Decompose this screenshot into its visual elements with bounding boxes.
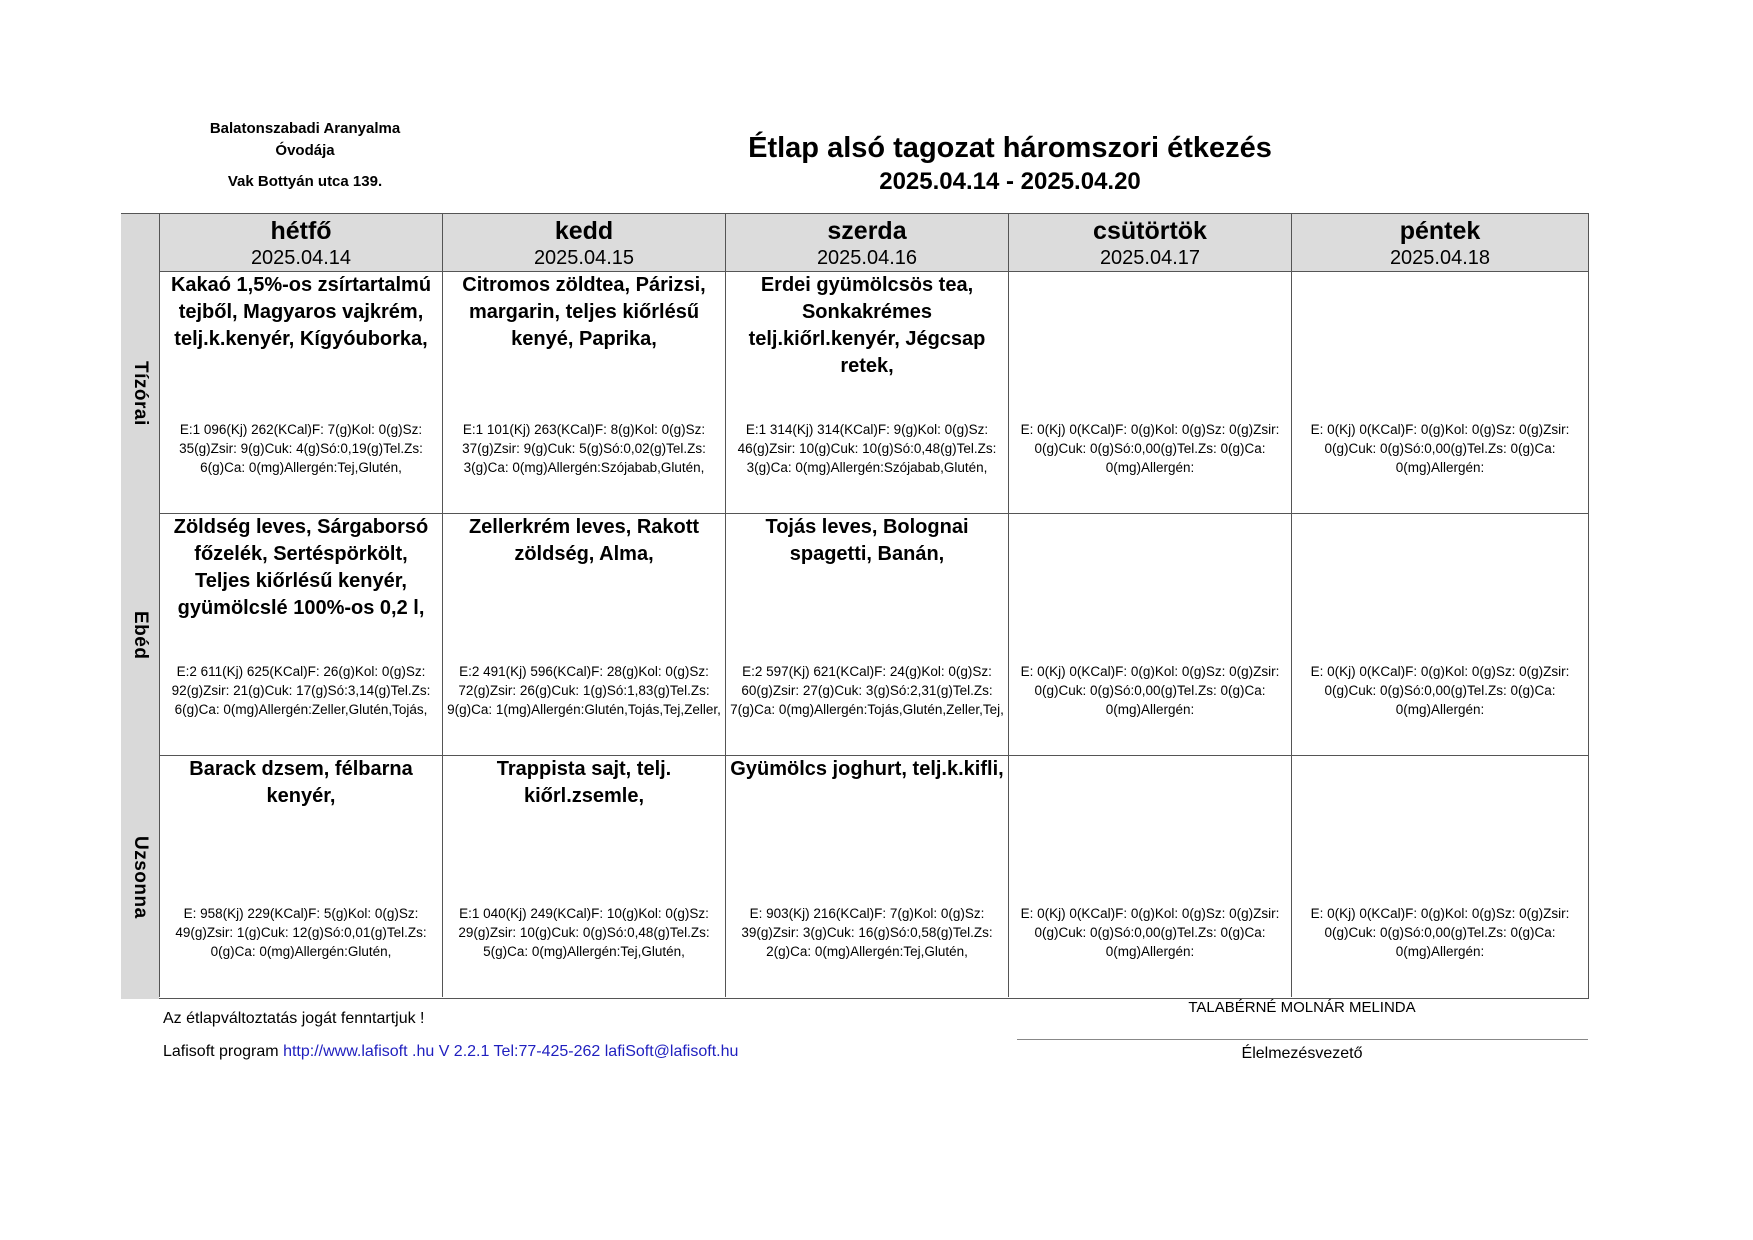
nutrition-text: E: 903(Kj) 216(KCal)F: 7(g)Kol: 0(g)Sz: 39(g)Zsir: 3(g)Cuk: 16(g)Só:0,58(g)Tel.Zs: 2(g)Ca: 0(mg)Allergén:Tej,Glutén,	[741, 906, 993, 959]
day-header	[725, 214, 1008, 272]
dish-text: Citromos zöldtea, Párizsi, margarin, teljes kiőrlésű kenyé, Paprika,	[462, 274, 706, 350]
dish-text: Zöldség leves, Sárgaborsó főzelék, Sertéspörkölt, Teljes kiőrlésű kenyér, gyümölcslé 100%-os 0,2 l,	[173, 516, 429, 619]
meal-label-text: Uzsonna	[130, 835, 151, 919]
menu-cell	[1008, 514, 1291, 756]
dish-text: Kakaó 1,5%-os zsírtartalmú tejből, Magyaros vajkrém, telj.k.kenyér, Kígyóuborka,	[170, 274, 432, 350]
institution-address: Vak Bottyán utca 139.	[227, 173, 383, 190]
dish-text: Tojás leves, Bolognai spagetti, Banán,	[765, 516, 969, 565]
dish-text: Barack dzsem, félbarna kenyér,	[189, 758, 413, 807]
menu-cell	[442, 514, 725, 756]
day-header	[442, 214, 725, 272]
meal-label-text: Ebéd	[130, 610, 151, 660]
menu-cell	[725, 514, 1008, 756]
institution-name	[160, 118, 450, 162]
day-header	[1008, 214, 1291, 272]
nutrition-text: E: 0(Kj) 0(KCal)F: 0(g)Kol: 0(g)Sz: 0(g)Zsir: 0(g)Cuk: 0(g)Só:0,00(g)Tel.Zs: 0(g)Ca: 0(mg)Allergén:	[1310, 422, 1570, 475]
footer-program-prefix: Lafisoft program	[163, 1043, 284, 1060]
nutrition-text: E:1 040(Kj) 249(KCal)F: 10(g)Kol: 0(g)Sz: 29(g)Zsir: 10(g)Cuk: 0(g)Só:0,48(g)Tel.Zs: 5(g)Ca: 0(mg)Allergén:Tej,Glutén,	[458, 906, 710, 959]
dish-text: Gyümölcs joghurt, telj.k.kifli,	[730, 758, 1004, 780]
menu-cell	[1008, 272, 1291, 514]
nutrition-text: E: 0(Kj) 0(KCal)F: 0(g)Kol: 0(g)Sz: 0(g)Zsir: 0(g)Cuk: 0(g)Só:0,00(g)Tel.Zs: 0(g)Ca: 0(mg)Allergén:	[1310, 906, 1570, 959]
nutrition-text: E:2 491(Kj) 596(KCal)F: 28(g)Kol: 0(g)Sz: 72(g)Zsir: 26(g)Cuk: 1(g)Só:1,83(g)Tel.Zs: 9(g)Ca: 1(mg)Allergén:Glutén,Tojás,Tej,Zeller,	[447, 664, 721, 717]
menu-cell	[1291, 514, 1588, 756]
day-name: csütörtök	[1093, 217, 1207, 245]
nutrition-text: E: 958(Kj) 229(KCal)F: 5(g)Kol: 0(g)Sz: 49(g)Zsir: 1(g)Cuk: 12(g)Só:0,01(g)Tel.Zs: 0(g)Ca: 0(mg)Allergén:Glutén,	[175, 906, 427, 959]
day-date: 2025.04.18	[1389, 247, 1491, 269]
dish-text: Erdei gyümölcsös tea, Sonkakrémes telj.kiőrl.kenyér, Jégcsap retek,	[748, 274, 986, 377]
nutrition-text: E:2 597(Kj) 621(KCal)F: 24(g)Kol: 0(g)Sz: 60(g)Zsir: 27(g)Cuk: 3(g)Só:2,31(g)Tel.Zs: 7(g)Ca: 0(mg)Allergén:Tojás,Glutén,Zeller,Tej,	[730, 664, 1004, 717]
dish-text: Zellerkrém leves, Rakott zöldség, Alma,	[468, 516, 700, 565]
menu-cell	[725, 756, 1008, 997]
nutrition-text: E: 0(Kj) 0(KCal)F: 0(g)Kol: 0(g)Sz: 0(g)Zsir: 0(g)Cuk: 0(g)Só:0,00(g)Tel.Zs: 0(g)Ca: 0(mg)Allergén:	[1020, 422, 1280, 475]
day-date: 2025.04.17	[1099, 247, 1201, 269]
day-name: szerda	[827, 217, 907, 245]
day-date: 2025.04.16	[816, 247, 918, 269]
day-name: hétfő	[270, 217, 332, 245]
page-title: Étlap alsó tagozat háromszori étkezés	[748, 132, 1272, 164]
menu-cell	[159, 514, 442, 756]
institution-name-line2: Óvodája	[275, 142, 335, 159]
date-range: 2025.04.14 - 2025.04.20	[879, 168, 1141, 195]
signature-line	[1017, 1039, 1588, 1040]
menu-cell	[1291, 756, 1588, 997]
institution-name-line1: Balatonszabadi Aranyalma	[209, 120, 401, 137]
nutrition-text: E: 0(Kj) 0(KCal)F: 0(g)Kol: 0(g)Sz: 0(g)Zsir: 0(g)Cuk: 0(g)Só:0,00(g)Tel.Zs: 0(g)Ca: 0(mg)Allergén:	[1310, 664, 1570, 717]
nutrition-text: E: 0(Kj) 0(KCal)F: 0(g)Kol: 0(g)Sz: 0(g)Zsir: 0(g)Cuk: 0(g)Só:0,00(g)Tel.Zs: 0(g)Ca: 0(mg)Allergén:	[1020, 664, 1280, 717]
menu-cell	[159, 272, 442, 514]
menu-cell	[159, 756, 442, 997]
footer-program	[163, 1043, 738, 1061]
manager-name: TALABÉRNÉ MOLNÁR MELINDA	[1188, 999, 1416, 1016]
day-date: 2025.04.14	[250, 247, 352, 269]
meal-label-tizorai	[121, 272, 159, 514]
menu-cell	[442, 756, 725, 997]
nutrition-text: E:1 096(Kj) 262(KCal)F: 7(g)Kol: 0(g)Sz: 35(g)Zsir: 9(g)Cuk: 4(g)Só:0,19(g)Tel.Zs: 6(g)Ca: 0(mg)Allergén:Tej,Glutén,	[179, 422, 423, 475]
nutrition-text: E:2 611(Kj) 625(KCal)F: 26(g)Kol: 0(g)Sz: 92(g)Zsir: 21(g)Cuk: 17(g)Só:3,14(g)Tel.Zs: 6(g)Ca: 0(mg)Allergén:Zeller,Glutén,Tojás,	[171, 664, 431, 717]
meal-label-uzsonna	[121, 756, 159, 998]
day-name: péntek	[1399, 217, 1481, 245]
menu-table	[121, 213, 1589, 999]
menu-cell	[1008, 756, 1291, 997]
day-header	[1291, 214, 1588, 272]
dish-text: Trappista sajt, telj. kiőrl.zsemle,	[496, 758, 672, 807]
day-name: kedd	[554, 217, 614, 245]
menu-cell	[725, 272, 1008, 514]
menu-cell	[442, 272, 725, 514]
footer-note: Az étlapváltoztatás jogát fenntartjuk !	[163, 1010, 425, 1027]
nutrition-text: E:1 314(Kj) 314(KCal)F: 9(g)Kol: 0(g)Sz: 46(g)Zsir: 10(g)Cuk: 10(g)Só:0,48(g)Tel.Zs: 3(g)Ca: 0(mg)Allergén:Szójabab,Glutén,	[737, 422, 997, 475]
meal-label-ebed	[121, 514, 159, 756]
manager-title: Élelmezésvezető	[1241, 1045, 1363, 1062]
footer-program-link[interactable]: http://www.lafisoft .hu V 2.2.1 Tel:77-425-262 lafiSoft@lafisoft.hu	[283, 1043, 739, 1060]
day-header	[159, 214, 442, 272]
nutrition-text: E:1 101(Kj) 263(KCal)F: 8(g)Kol: 0(g)Sz: 37(g)Zsir: 9(g)Cuk: 5(g)Só:0,02(g)Tel.Zs: 3(g)Ca: 0(mg)Allergén:Szójabab,Glutén,	[462, 422, 706, 475]
meal-label-text: Tízórai	[130, 360, 151, 426]
nutrition-text: E: 0(Kj) 0(KCal)F: 0(g)Kol: 0(g)Sz: 0(g)Zsir: 0(g)Cuk: 0(g)Só:0,00(g)Tel.Zs: 0(g)Ca: 0(mg)Allergén:	[1020, 906, 1280, 959]
menu-cell	[1291, 272, 1588, 514]
day-date: 2025.04.15	[533, 247, 635, 269]
